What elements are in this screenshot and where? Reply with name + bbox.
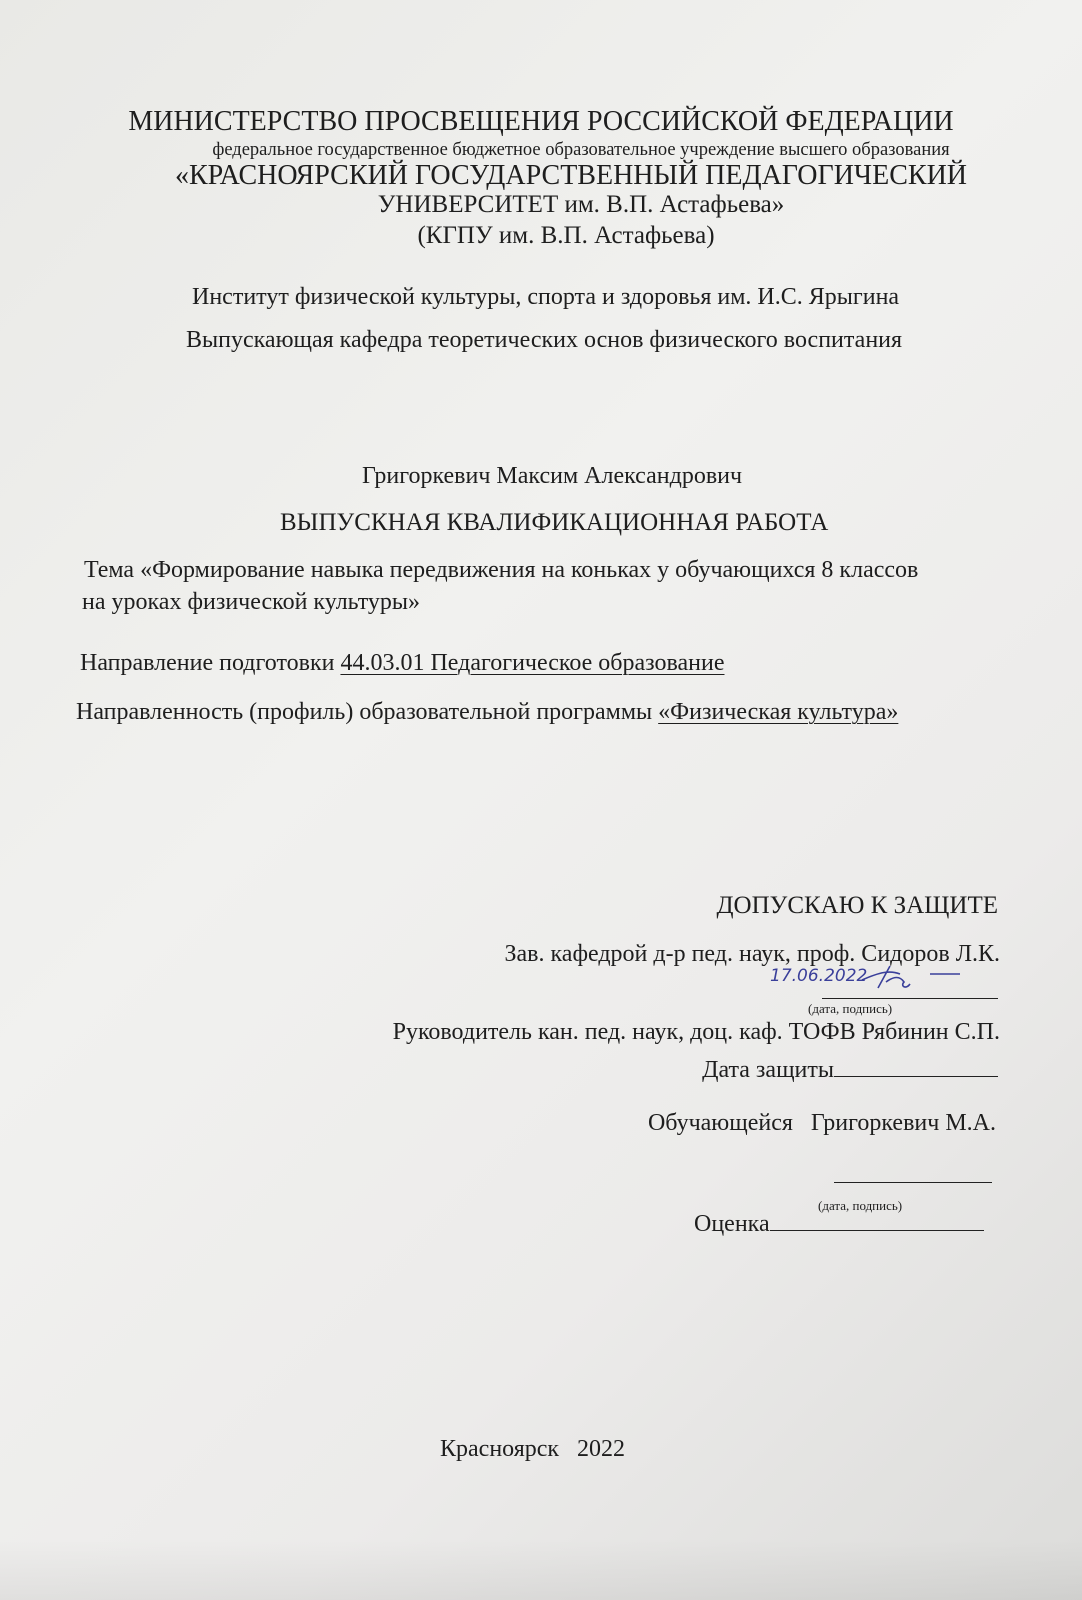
head-signature-line <box>822 998 998 999</box>
department-name: Выпускающая кафедра теоретических основ физического воспитания <box>186 327 903 353</box>
student-name: Григоркевич М.А. <box>810 1110 996 1136</box>
topic-line2: на уроках физической культуры» <box>82 589 420 615</box>
head-signature-caption: (дата, подпись) <box>808 1001 893 1016</box>
university-short-name: (КГПУ им. В.П. Астафьева) <box>417 222 715 249</box>
signature-icon <box>860 962 980 992</box>
university-name-line2: УНИВЕРСИТЕТ им. В.П. Астафьева» <box>377 191 785 218</box>
direction <box>80 651 725 675</box>
profile <box>76 700 898 724</box>
topic-line1: Тема «Формирование навыка передвижения на коньках у обучающихся 8 классов <box>84 557 919 583</box>
defense-date-blank <box>834 1076 998 1077</box>
profile-value: «Физическая культура» <box>658 699 899 725</box>
approval-heading: ДОПУСКАЮ К ЗАЩИТЕ <box>716 892 998 919</box>
student-signature-line <box>834 1182 992 1183</box>
author-name: Григоркевич Максим Александрович <box>362 463 743 489</box>
page-shadow <box>0 1540 1082 1600</box>
student-signature-caption: (дата, подпись) <box>818 1198 903 1213</box>
defense-date <box>702 1058 998 1082</box>
handwritten-date: 17.06.2022 <box>770 966 868 986</box>
city-year: Красноярск 2022 <box>440 1436 626 1462</box>
supervisor: Руководитель кан. пед. наук, доц. каф. ТОФВ Рябинин С.П. <box>392 1019 1000 1045</box>
work-type: ВЫПУСКНАЯ КВАЛИФИКАЦИОННАЯ РАБОТА <box>280 509 829 536</box>
defense-date-label: Дата защиты <box>702 1057 834 1083</box>
institution-type: федеральное государственное бюджетное образовательное учреждение высшего образования <box>212 140 950 160</box>
university-name-line1: «КРАСНОЯРСКИЙ ГОСУДАРСТВЕННЫЙ ПЕДАГОГИЧЕСКИЙ <box>174 160 968 191</box>
direction-value: 44.03.01 Педагогическое образование <box>340 650 725 676</box>
direction-label: Направление подготовки <box>80 650 335 676</box>
profile-label: Направленность (профиль) образовательной программы <box>76 699 653 725</box>
grade-label: Оценка <box>694 1211 770 1237</box>
grade <box>694 1212 984 1236</box>
grade-blank <box>770 1230 984 1231</box>
student-label: Обучающейся <box>647 1110 793 1136</box>
ministry-title: МИНИСТЕРСТВО ПРОСВЕЩЕНИЯ РОССИЙСКОЙ ФЕДЕРАЦИИ <box>128 106 954 137</box>
head-of-department: Зав. кафедрой д-р пед. наук, проф. Сидоров Л.К. <box>504 941 1000 967</box>
institute-name: Институт физической культуры, спорта и здоровья им. И.С. Ярыгина <box>192 284 900 310</box>
student <box>648 1111 996 1135</box>
